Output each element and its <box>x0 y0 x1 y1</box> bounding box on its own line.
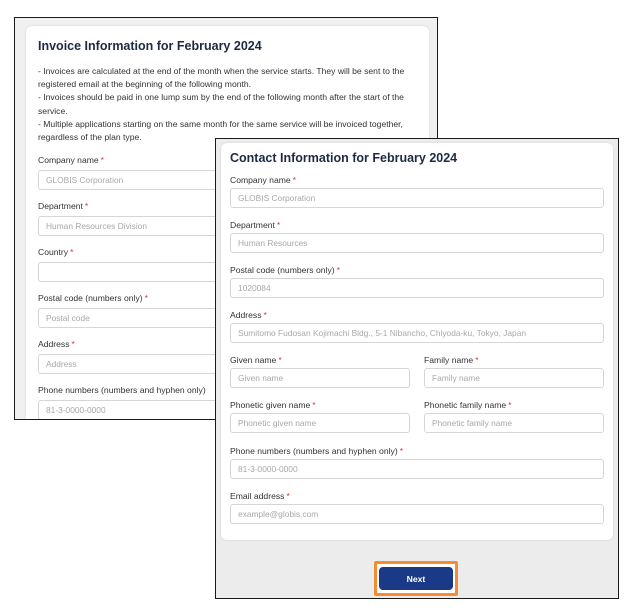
contact-company-name-label: Company name * <box>230 175 297 185</box>
invoice-postal-code-label: Postal code (numbers only) * <box>38 293 148 303</box>
required-mark: * <box>276 220 281 230</box>
required-mark: * <box>84 201 89 211</box>
required-mark: * <box>312 400 316 410</box>
invoice-department-label: Department * <box>38 201 89 211</box>
contact-phone-input[interactable] <box>230 459 604 479</box>
invoice-note: - Invoices are calculated at the end of the month when the service starts. They will be sent to the registered email at the beginning of the following month. <box>38 66 405 90</box>
invoice-phone-label: Phone numbers (numbers and hyphen only) <box>38 385 206 395</box>
contact-phonetic-family-name-input[interactable] <box>424 413 604 433</box>
contact-email-label: Email address * <box>230 491 290 501</box>
invoice-country-label: Country * <box>38 247 74 257</box>
contact-family-name-input[interactable] <box>424 368 604 388</box>
contact-department-label: Department * <box>230 220 281 230</box>
required-mark: * <box>508 400 512 410</box>
required-mark: * <box>336 265 340 275</box>
contact-title: Contact Information for February 2024 <box>230 151 458 165</box>
required-mark: * <box>475 355 479 365</box>
contact-department-input[interactable] <box>230 233 604 253</box>
required-mark: * <box>70 247 74 257</box>
contact-company-name-input[interactable] <box>230 188 604 208</box>
contact-given-name-label: Given name * <box>230 355 282 365</box>
contact-postal-code-input[interactable] <box>230 278 604 298</box>
next-button[interactable]: Next <box>379 567 453 590</box>
contact-family-name-label: Family name * <box>424 355 479 365</box>
contact-window <box>215 138 619 599</box>
contact-phonetic-family-name-label: Phonetic family name * <box>424 400 512 410</box>
contact-address-label: Address * <box>230 310 267 320</box>
invoice-notes <box>38 65 420 144</box>
contact-postal-code-label: Postal code (numbers only) * <box>230 265 340 275</box>
contact-phonetic-given-name-input[interactable] <box>230 413 410 433</box>
contact-phonetic-given-name-label: Phonetic given name * <box>230 400 316 410</box>
contact-email-input[interactable] <box>230 504 604 524</box>
required-mark: * <box>278 355 282 365</box>
required-mark: * <box>144 293 148 303</box>
invoice-address-label: Address * <box>38 339 75 349</box>
required-mark: * <box>292 175 297 185</box>
invoice-title: Invoice Information for February 2024 <box>38 39 262 53</box>
required-mark: * <box>263 310 267 320</box>
contact-card <box>221 143 613 540</box>
required-mark: * <box>100 155 105 165</box>
required-mark: * <box>286 491 290 501</box>
contact-phone-label: Phone numbers (numbers and hyphen only) * <box>230 446 404 456</box>
invoice-note: - Invoices should be paid in one lump sum by the end of the following month after the start of the service. <box>38 92 404 116</box>
required-mark: * <box>399 446 404 456</box>
contact-address-input[interactable] <box>230 323 604 343</box>
invoice-company-name-label: Company name * <box>38 155 105 165</box>
contact-given-name-input[interactable] <box>230 368 410 388</box>
invoice-note: - Multiple applications starting on the same month for the same service will be invoiced together, regardless of the plan type. <box>38 118 403 143</box>
required-mark: * <box>71 339 75 349</box>
